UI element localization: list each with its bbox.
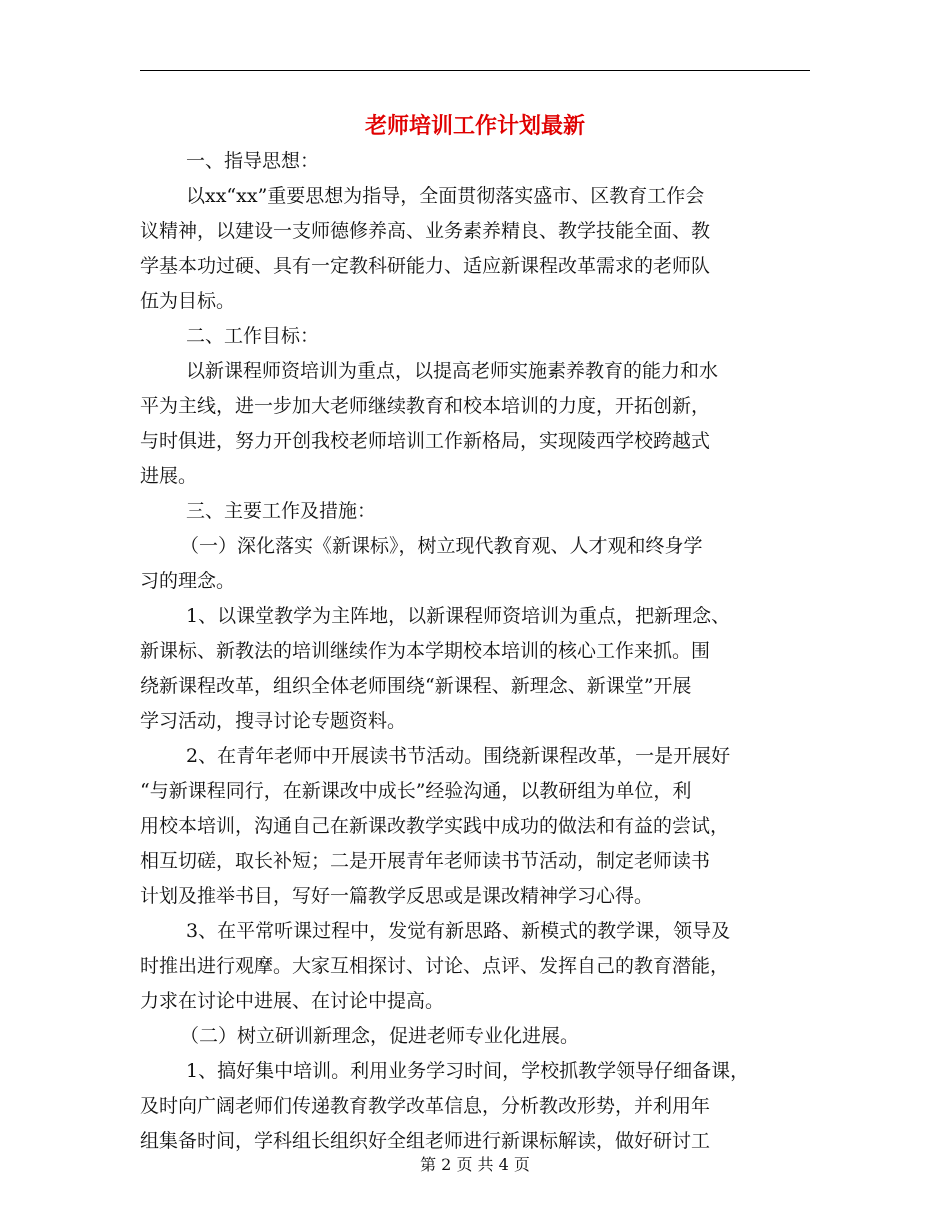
text-line: 新课标、新教法的培训继续作为本学期校本培训的核心工作来抓。围 [140,640,711,662]
text-line: 平为主线，进一步加大老师继续教育和校本培训的力度，开拓创新， [140,395,711,417]
text-line: （二）树立研训新理念，促进老师专业化进展。 [180,1025,580,1047]
text-line: 3、在平常听课过程中，发觉有新思路、新模式的教学课，领导及 [186,920,731,942]
text-line: 学基本功过硬、具有一定教科研能力、适应新课程改革需求的老师队 [140,255,711,277]
page-footer: 第 2 页 共 4 页 [420,1155,530,1174]
document-title: 老师培训工作计划最新 [364,113,585,139]
text-line: （一）深化落实《新课标》，树立现代教育观、人才观和终身学 [180,535,703,557]
text-line: 议精神，以建设一支师德修养高、业务素养精良、教学技能全面、教 [140,220,711,242]
text-line: 伍为目标。 [140,290,236,312]
text-line: 力求在讨论中进展、在讨论中提高。 [140,990,445,1012]
text-line: 进展。 [140,465,198,487]
text-line: 2、在青年老师中开展读书节活动。围绕新课程改革，一是开展好 [186,745,731,767]
text-line: 以新课程师资培训为重点，以提高老师实施素养教育的能力和水 [186,360,719,382]
text-line: 学习活动，搜寻讨论专题资料。 [140,710,407,732]
text-line: 计划及推举书目，写好一篇教学反思或是课改精神学习心得。 [140,885,654,907]
text-line: 1、以课堂教学为主阵地，以新课程师资培训为重点，把新理念、 [186,605,731,627]
text-line: 相互切磋，取长补短；二是开展青年老师读书节活动，制定老师读书 [140,850,711,872]
text-line: 用校本培训，沟通自己在新课改教学实践中成功的做法和有益的尝试， [140,815,730,837]
text-line: “与新课程同行，在新课改中成长”经验沟通，以教研组为单位，利 [140,780,692,802]
text-line: 1、搞好集中培训。利用业务学习时间，学校抓教学领导仔细备课， [186,1060,750,1082]
text-line: 及时向广阔老师们传递教育教学改革信息，分析教改形势，并利用年 [140,1095,711,1117]
text-line: 习的理念。 [140,570,236,592]
text-line: 绕新课程改革，组织全体老师围绕“新课程、新理念、新课堂”开展 [140,675,692,697]
text-line: 以xx“xx”重要思想为指导，全面贯彻落实盛市、区教育工作会 [186,185,705,207]
text-line: 三、主要工作及措施： [186,500,377,522]
header-rule [140,70,810,71]
text-line: 一、指导思想： [186,150,320,172]
text-line: 时推出进行观摩。大家互相探讨、讨论、点评、发挥自己的教育潜能， [140,955,730,977]
text-line: 二、工作目标： [186,325,320,347]
text-line: 与时俱进，努力开创我校老师培训工作新格局，实现陵西学校跨越式 [140,430,711,452]
text-line: 组集备时间，学科组长组织好全组老师进行新课标解读，做好研讨工 [140,1130,711,1152]
